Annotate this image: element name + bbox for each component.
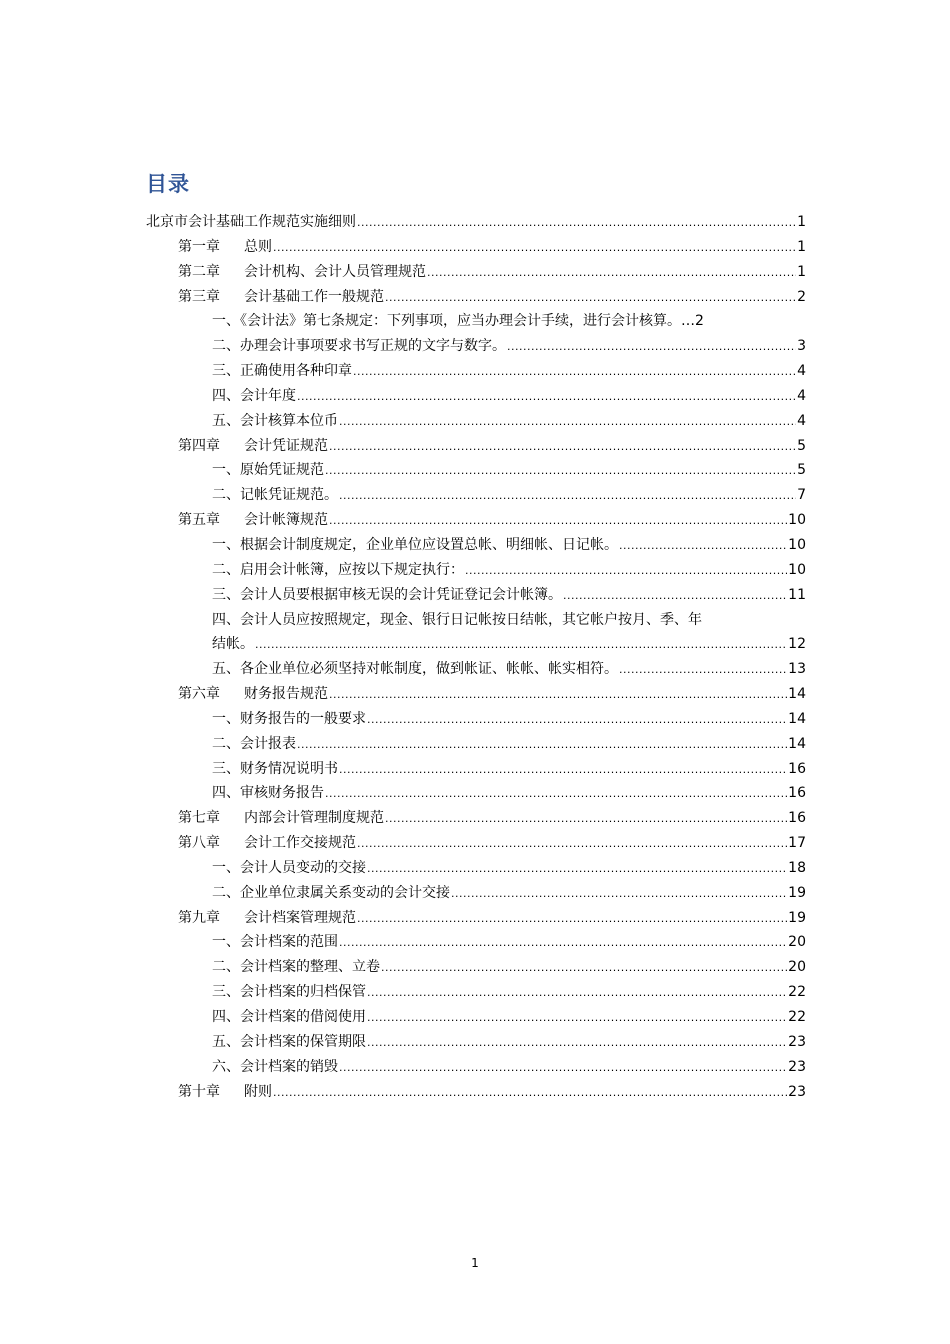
toc-entry-page: 23 bbox=[788, 1033, 806, 1050]
dot-leader bbox=[339, 484, 796, 509]
toc-entry-text bbox=[178, 1080, 272, 1105]
toc-entry-text-line1: 四、会计人员应按照规定，现金、银行日记帐按日结帐，其它帐户按月、季、年 bbox=[212, 611, 702, 628]
toc-entry-page: 19 bbox=[788, 909, 806, 926]
toc-entry-page: 16 bbox=[788, 760, 806, 777]
toc-entry[interactable] bbox=[146, 483, 806, 508]
dot-leader bbox=[367, 981, 787, 1006]
toc-entry[interactable] bbox=[146, 210, 806, 235]
toc-entry-page: 14 bbox=[788, 686, 806, 703]
table-of-contents bbox=[146, 210, 806, 1104]
toc-entry[interactable] bbox=[146, 831, 806, 856]
dot-leader bbox=[357, 907, 787, 932]
toc-entry-page: 4 bbox=[797, 387, 806, 404]
dot-leader bbox=[385, 807, 787, 832]
toc-entry-text: 四、审核财务报告 bbox=[212, 785, 324, 802]
toc-entry-page: 19 bbox=[788, 884, 806, 901]
toc-entry-text: 北京市会计基础工作规范实施细则 bbox=[146, 214, 356, 230]
toc-entry-text: 二、会计报表 bbox=[212, 735, 296, 752]
dot-leader bbox=[507, 335, 796, 360]
toc-entry-page: 4 bbox=[797, 363, 806, 380]
toc-entry-text: 四、会计档案的借阅使用 bbox=[212, 1009, 366, 1025]
toc-entry-page: 4 bbox=[797, 412, 806, 429]
dot-leader bbox=[325, 459, 796, 484]
toc-entry-text bbox=[178, 906, 356, 931]
toc-entry-text: 一、原始凭证规范 bbox=[212, 462, 324, 479]
dot-leader bbox=[563, 584, 787, 609]
toc-chapter-title: 会计档案管理规范 bbox=[244, 909, 356, 926]
toc-entry-text: 二、会计档案的整理、立卷 bbox=[212, 959, 380, 976]
dot-leader bbox=[339, 1056, 787, 1081]
toc-entry[interactable] bbox=[146, 707, 806, 732]
toc-entry-text: 二、办理会计事项要求书写正规的文字与数字。 bbox=[212, 338, 506, 355]
toc-entry-page: 16 bbox=[788, 785, 806, 802]
toc-entry[interactable] bbox=[146, 558, 806, 583]
dot-leader bbox=[619, 534, 787, 559]
toc-entry-page: 20 bbox=[788, 934, 806, 951]
toc-entry-text: 三、会计人员要根据审核无误的会计凭证登记会计帐簿。 bbox=[212, 586, 562, 603]
toc-entry-page: 18 bbox=[788, 859, 806, 876]
toc-entry[interactable] bbox=[146, 260, 806, 285]
toc-entry-text bbox=[178, 682, 328, 707]
toc-entry[interactable] bbox=[146, 781, 806, 806]
dot-leader bbox=[329, 435, 796, 460]
toc-entry-page: 10 bbox=[788, 512, 806, 529]
toc-entry-text bbox=[178, 235, 272, 260]
dot-leader bbox=[329, 509, 787, 534]
toc-entry-page: 1 bbox=[797, 214, 806, 230]
toc-entry[interactable] bbox=[146, 583, 806, 608]
toc-entry-page: 17 bbox=[788, 835, 806, 852]
dot-leader bbox=[339, 758, 787, 783]
toc-entry-page: 13 bbox=[788, 661, 806, 678]
toc-entry[interactable] bbox=[146, 608, 806, 658]
toc-entry-page: 1 bbox=[797, 238, 806, 255]
toc-entry[interactable] bbox=[146, 309, 806, 334]
toc-entry-text: 二、记帐凭证规范。 bbox=[212, 487, 338, 504]
dot-leader bbox=[385, 286, 796, 311]
toc-entry-page: 2 bbox=[695, 313, 704, 330]
toc-entry[interactable] bbox=[146, 657, 806, 682]
toc-chapter-title: 内部会计管理制度规范 bbox=[244, 810, 384, 827]
toc-entry[interactable] bbox=[146, 806, 806, 831]
page-number-footer: 1 bbox=[471, 1256, 479, 1270]
toc-chapter-title: 会计凭证规范 bbox=[244, 437, 328, 454]
toc-entry[interactable] bbox=[146, 359, 806, 384]
toc-entry-page: 23 bbox=[788, 1083, 806, 1100]
dot-leader bbox=[297, 385, 796, 410]
toc-entry[interactable] bbox=[146, 732, 806, 757]
toc-entry-text: 三、财务情况说明书 bbox=[212, 760, 338, 777]
toc-entry[interactable] bbox=[146, 533, 806, 558]
toc-entry-text: 四、会计年度 bbox=[212, 387, 296, 404]
toc-entry[interactable] bbox=[146, 856, 806, 881]
toc-chapter-label: 第八章 bbox=[178, 835, 220, 852]
toc-entry-text: 五、会计档案的保管期限 bbox=[212, 1033, 366, 1050]
toc-entry-page: 22 bbox=[788, 984, 806, 1001]
dot-leader bbox=[367, 857, 787, 882]
toc-entry[interactable] bbox=[146, 1080, 806, 1105]
dot-leader bbox=[273, 1081, 787, 1106]
toc-entry-text: 三、正确使用各种印章 bbox=[212, 363, 352, 380]
toc-chapter-label: 第一章 bbox=[178, 238, 220, 255]
toc-entry[interactable] bbox=[146, 1055, 806, 1080]
toc-entry[interactable] bbox=[146, 980, 806, 1005]
toc-entry[interactable] bbox=[146, 757, 806, 782]
toc-entry-page: 23 bbox=[788, 1058, 806, 1075]
toc-chapter-title: 总则 bbox=[244, 238, 272, 255]
dot-leader bbox=[619, 658, 787, 683]
toc-entry-text: 一、财务报告的一般要求 bbox=[212, 710, 366, 727]
toc-entry-text: 一、根据会计制度规定，企业单位应设置总帐、明细帐、日记帐。 bbox=[212, 536, 618, 553]
toc-entry-page: 2 bbox=[797, 288, 806, 305]
dot-leader bbox=[451, 882, 787, 907]
toc-entry-text: 二、企业单位隶属关系变动的会计交接 bbox=[212, 884, 450, 901]
toc-entry-page: 22 bbox=[788, 1009, 806, 1025]
toc-entry[interactable] bbox=[146, 682, 806, 707]
toc-entry-page: 16 bbox=[788, 810, 806, 827]
toc-chapter-label: 第十章 bbox=[178, 1083, 220, 1100]
toc-entry-text bbox=[178, 806, 384, 831]
toc-entry-page: 20 bbox=[788, 959, 806, 976]
dot-leader bbox=[273, 236, 796, 261]
dot-leader bbox=[367, 1006, 787, 1031]
toc-entry-page: 5 bbox=[797, 437, 806, 454]
dot-leader bbox=[329, 683, 787, 708]
toc-entry[interactable] bbox=[146, 508, 806, 533]
dot-leader bbox=[325, 782, 787, 807]
toc-entry[interactable] bbox=[146, 434, 806, 459]
dot-leader bbox=[357, 211, 796, 236]
dot-leader bbox=[465, 559, 787, 584]
toc-entry-text: 一、会计人员变动的交接 bbox=[212, 859, 366, 876]
toc-entry-page: 3 bbox=[797, 338, 806, 355]
toc-entry-page: 10 bbox=[788, 536, 806, 553]
toc-entry-page: 7 bbox=[797, 487, 806, 504]
toc-chapter-title: 附则 bbox=[244, 1083, 272, 1100]
toc-entry-text: 三、会计档案的归档保管 bbox=[212, 984, 366, 1001]
toc-entry-page: 1 bbox=[797, 263, 806, 280]
toc-entry-text bbox=[178, 508, 328, 533]
toc-entry-text bbox=[178, 434, 328, 459]
toc-chapter-title: 会计机构、会计人员管理规范 bbox=[244, 263, 426, 280]
dot-leader bbox=[367, 1031, 787, 1056]
toc-entry-text: 二、启用会计帐簿，应按以下规定执行： bbox=[212, 561, 464, 578]
toc-chapter-title: 会计工作交接规范 bbox=[244, 835, 356, 852]
toc-chapter-label: 第二章 bbox=[178, 263, 220, 280]
dot-leader bbox=[255, 633, 787, 658]
toc-entry-text: 六、会计档案的销毁 bbox=[212, 1058, 338, 1075]
toc-entry-text: 五、各企业单位必须坚持对帐制度，做到帐证、帐帐、帐实相符。 bbox=[212, 661, 618, 678]
dot-leader bbox=[367, 708, 787, 733]
toc-entry[interactable] bbox=[146, 285, 806, 310]
toc-entry[interactable] bbox=[146, 458, 806, 483]
toc-entry[interactable] bbox=[146, 881, 806, 906]
toc-chapter-label: 第四章 bbox=[178, 437, 220, 454]
toc-entry[interactable] bbox=[146, 930, 806, 955]
toc-entry[interactable] bbox=[146, 906, 806, 931]
toc-entry[interactable] bbox=[146, 384, 806, 409]
toc-entry[interactable] bbox=[146, 1030, 806, 1055]
toc-chapter-label: 第五章 bbox=[178, 512, 220, 529]
toc-entry-page: 12 bbox=[788, 636, 806, 653]
toc-chapter-label: 第九章 bbox=[178, 909, 220, 926]
dot-leader bbox=[357, 832, 787, 857]
toc-entry-text bbox=[178, 260, 426, 285]
toc-title: 目录 bbox=[146, 172, 190, 196]
dot-leader bbox=[353, 360, 796, 385]
toc-chapter-label: 第七章 bbox=[178, 810, 220, 827]
toc-entry-text bbox=[178, 831, 356, 856]
toc-entry-page: 14 bbox=[788, 735, 806, 752]
toc-entry[interactable] bbox=[146, 955, 806, 980]
toc-entry[interactable] bbox=[146, 334, 806, 359]
toc-entry-text: 五、会计核算本位币 bbox=[212, 412, 338, 429]
toc-entry-page: 11 bbox=[788, 586, 806, 603]
toc-entry-text: 一、会计档案的范围 bbox=[212, 934, 338, 951]
dot-leader bbox=[339, 410, 796, 435]
toc-chapter-label: 第三章 bbox=[178, 288, 220, 305]
toc-entry-line2 bbox=[212, 632, 806, 657]
toc-entry-text bbox=[178, 285, 384, 310]
toc-entry-page: 5 bbox=[797, 462, 806, 479]
toc-entry[interactable] bbox=[146, 235, 806, 260]
dot-leader bbox=[427, 261, 796, 286]
toc-entry[interactable] bbox=[146, 1005, 806, 1030]
dot-leader bbox=[339, 931, 787, 956]
toc-entry[interactable] bbox=[146, 409, 806, 434]
toc-chapter-title: 会计帐簿规范 bbox=[244, 512, 328, 529]
toc-entry-page: 14 bbox=[788, 710, 806, 727]
toc-entry-text: 一、《会计法》第七条规定：下列事项，应当办理会计手续，进行会计核算。… bbox=[212, 313, 695, 330]
toc-chapter-title: 会计基础工作一般规范 bbox=[244, 288, 384, 305]
dot-leader bbox=[381, 956, 787, 981]
toc-entry-text-line2: 结帐。 bbox=[212, 636, 254, 653]
toc-chapter-title: 财务报告规范 bbox=[244, 686, 328, 703]
dot-leader bbox=[297, 733, 787, 758]
toc-entry-page: 10 bbox=[788, 561, 806, 578]
toc-chapter-label: 第六章 bbox=[178, 686, 220, 703]
